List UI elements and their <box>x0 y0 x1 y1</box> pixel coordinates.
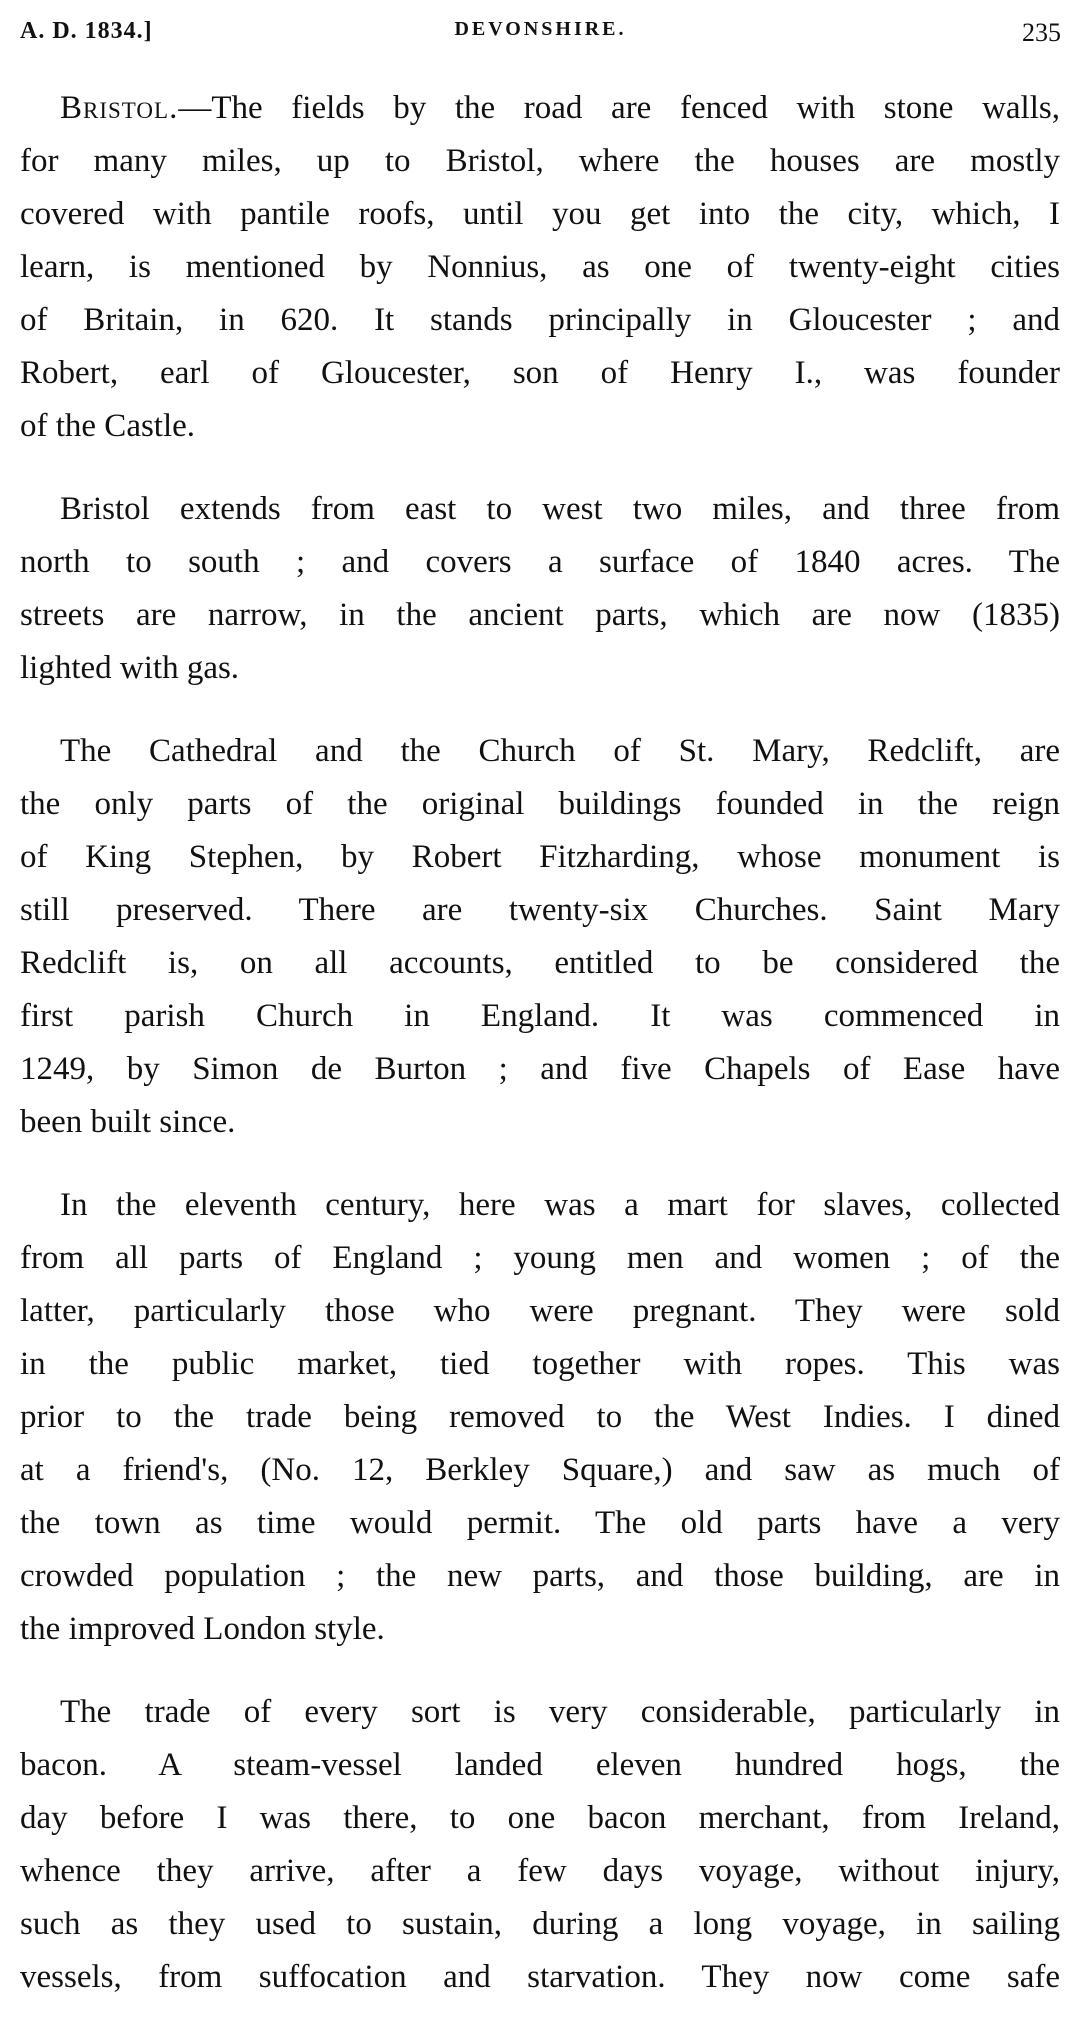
section-lead: Bristol. <box>60 90 179 126</box>
paragraph-bristol <box>20 82 1060 453</box>
paragraph-trade <box>20 1686 1060 2004</box>
text-line: of Britain, in 620. It stands principally in Gloucester ; and <box>20 302 1060 338</box>
text-line: learn, is mentioned by Nonnius, as one of twenty-eight cities <box>20 249 1060 285</box>
text-line: lighted with gas. <box>20 650 240 686</box>
header-date: A. D. 1834.] <box>20 18 153 44</box>
text-line: vessels, from suffocation and starvation. They now come safe <box>20 1959 1060 1995</box>
running-head <box>20 18 1061 58</box>
text-line <box>20 82 1060 135</box>
header-title: DEVONSHIRE. <box>454 18 627 40</box>
text-line: for many miles, up to Bristol, where the houses are mostly <box>20 143 1060 179</box>
text-line: 1249, by Simon de Burton ; and five Chapels of Ease have <box>20 1051 1060 1087</box>
text-line: first parish Church in England. It was commenced in <box>20 998 1060 1034</box>
text-line: prior to the trade being removed to the West Indies. I dined <box>20 1399 1060 1435</box>
text-line: day before I was there, to one bacon merchant, from Ireland, <box>20 1800 1060 1836</box>
text-line: crowded population ; the new parts, and those building, are in <box>20 1558 1060 1594</box>
text-line-content: —The fields by the road are fenced with stone walls, <box>178 90 1060 126</box>
text-line: Redclift is, on all accounts, entitled to be considered the <box>20 945 1060 981</box>
text-line: In the eleventh century, here was a mart for slaves, collected <box>60 1187 1060 1223</box>
text-line: of the Castle. <box>20 408 196 444</box>
paragraph-cathedral <box>20 725 1060 1149</box>
text-line: The trade of every sort is very considerable, particularly in <box>60 1694 1060 1730</box>
text-line: north to south ; and covers a surface of 1840 acres. The <box>20 544 1060 580</box>
text-line: of King Stephen, by Robert Fitzharding, whose monument is <box>20 839 1060 875</box>
body-text <box>20 82 1060 2034</box>
text-line: the only parts of the original buildings founded in the reign <box>20 786 1060 822</box>
paragraph-extent <box>20 483 1060 695</box>
text-line: covered with pantile roofs, until you get into the city, which, I <box>20 196 1060 232</box>
text-line: at a friend's, (No. 12, Berkley Square,) and saw as much of <box>20 1452 1060 1488</box>
text-line: from all parts of England ; young men and women ; of the <box>20 1240 1060 1276</box>
text-line: the town as time would permit. The old parts have a very <box>20 1505 1060 1541</box>
text-line: been built since. <box>20 1104 236 1140</box>
text-line: in the public market, tied together with ropes. This was <box>20 1346 1060 1382</box>
text-line: such as they used to sustain, during a long voyage, in sailing <box>20 1906 1060 1942</box>
text-line: Bristol extends from east to west two miles, and three from <box>60 491 1060 527</box>
text-line: still preserved. There are twenty-six Churches. Saint Mary <box>20 892 1060 928</box>
text-line: streets are narrow, in the ancient parts, which are now (1835) <box>20 597 1060 633</box>
text-line: Robert, earl of Gloucester, son of Henry I., was founder <box>20 355 1060 391</box>
paragraph-slave-mart <box>20 1179 1060 1656</box>
page-number: 235 <box>1022 18 1061 47</box>
text-line: bacon. A steam-vessel landed eleven hundred hogs, the <box>20 1747 1060 1783</box>
text-line: The Cathedral and the Church of St. Mary, Redclift, are <box>60 733 1060 769</box>
text-line: latter, particularly those who were pregnant. They were sold <box>20 1293 1060 1329</box>
text-line: the improved London style. <box>20 1611 385 1647</box>
text-line: whence they arrive, after a few days voyage, without injury, <box>20 1853 1060 1889</box>
